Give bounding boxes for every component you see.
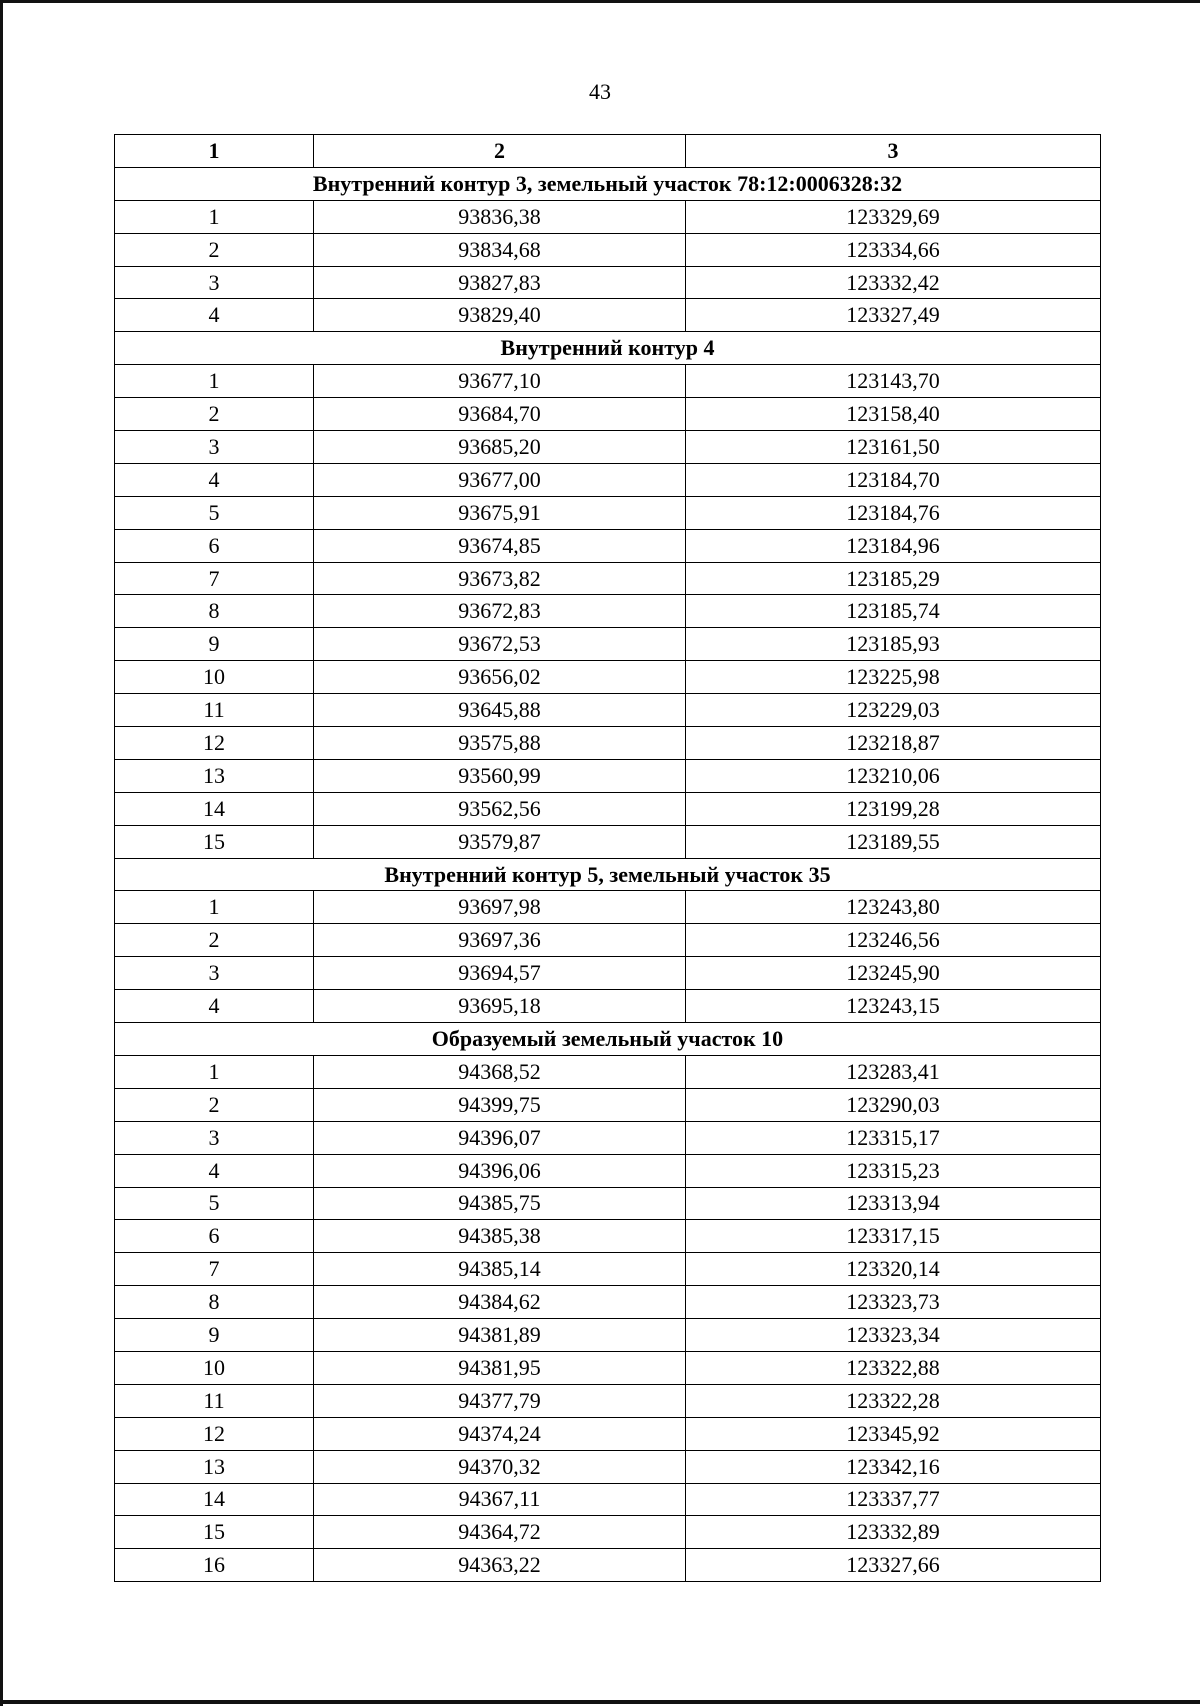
y-coordinate-cell: 123184,70 — [686, 463, 1101, 496]
table-row — [115, 266, 1101, 299]
point-number-cell: 9 — [115, 628, 314, 661]
section-title: Внутренний контур 3, земельный участок 78:12:0006328:32 — [115, 167, 1101, 200]
x-coordinate-cell: 93697,98 — [314, 891, 686, 924]
x-coordinate-cell: 94377,79 — [314, 1384, 686, 1417]
y-coordinate-cell: 123337,77 — [686, 1483, 1101, 1516]
header-cell-y: 3 — [686, 135, 1101, 168]
table-row — [115, 891, 1101, 924]
point-number-cell: 15 — [115, 1516, 314, 1549]
point-number-cell: 5 — [115, 1187, 314, 1220]
table-row — [115, 496, 1101, 529]
x-coordinate-cell: 93685,20 — [314, 431, 686, 464]
point-number-cell: 4 — [115, 299, 314, 332]
y-coordinate-cell: 123329,69 — [686, 200, 1101, 233]
x-coordinate-cell: 93672,53 — [314, 628, 686, 661]
y-coordinate-cell: 123283,41 — [686, 1055, 1101, 1088]
section-title: Образуемый земельный участок 10 — [115, 1023, 1101, 1056]
table-row — [115, 365, 1101, 398]
point-number-cell: 4 — [115, 463, 314, 496]
table-row — [115, 1549, 1101, 1582]
table-row — [115, 1121, 1101, 1154]
y-coordinate-cell: 123158,40 — [686, 398, 1101, 431]
y-coordinate-cell: 123218,87 — [686, 727, 1101, 760]
table-row — [115, 759, 1101, 792]
table-row — [115, 1055, 1101, 1088]
y-coordinate-cell: 123210,06 — [686, 759, 1101, 792]
scan-edge-left — [0, 0, 3, 1706]
x-coordinate-cell: 93560,99 — [314, 759, 686, 792]
y-coordinate-cell: 123342,16 — [686, 1450, 1101, 1483]
y-coordinate-cell: 123245,90 — [686, 957, 1101, 990]
y-coordinate-cell: 123322,88 — [686, 1351, 1101, 1384]
y-coordinate-cell: 123225,98 — [686, 661, 1101, 694]
point-number-cell: 6 — [115, 529, 314, 562]
y-coordinate-cell: 123334,66 — [686, 233, 1101, 266]
x-coordinate-cell: 94370,32 — [314, 1450, 686, 1483]
y-coordinate-cell: 123161,50 — [686, 431, 1101, 464]
y-coordinate-cell: 123315,23 — [686, 1154, 1101, 1187]
point-number-cell: 12 — [115, 727, 314, 760]
x-coordinate-cell: 94374,24 — [314, 1417, 686, 1450]
point-number-cell: 3 — [115, 957, 314, 990]
table-row — [115, 1384, 1101, 1417]
table-row — [115, 1253, 1101, 1286]
y-coordinate-cell: 123243,80 — [686, 891, 1101, 924]
y-coordinate-cell: 123143,70 — [686, 365, 1101, 398]
x-coordinate-cell: 94367,11 — [314, 1483, 686, 1516]
y-coordinate-cell: 123323,73 — [686, 1286, 1101, 1319]
y-coordinate-cell: 123185,29 — [686, 562, 1101, 595]
table-row — [115, 1319, 1101, 1352]
x-coordinate-cell: 94385,75 — [314, 1187, 686, 1220]
scan-edge-top — [0, 0, 1200, 3]
table-row — [115, 1483, 1101, 1516]
y-coordinate-cell: 123185,74 — [686, 595, 1101, 628]
x-coordinate-cell: 94363,22 — [314, 1549, 686, 1582]
x-coordinate-cell: 93673,82 — [314, 562, 686, 595]
table-row — [115, 1450, 1101, 1483]
point-number-cell: 10 — [115, 661, 314, 694]
table-row — [115, 1187, 1101, 1220]
table-row — [115, 1220, 1101, 1253]
y-coordinate-cell: 123185,93 — [686, 628, 1101, 661]
point-number-cell: 5 — [115, 496, 314, 529]
y-coordinate-cell: 123199,28 — [686, 792, 1101, 825]
x-coordinate-cell: 93562,56 — [314, 792, 686, 825]
y-coordinate-cell: 123327,49 — [686, 299, 1101, 332]
y-coordinate-cell: 123189,55 — [686, 825, 1101, 858]
table-row — [115, 233, 1101, 266]
table-row — [115, 792, 1101, 825]
point-number-cell: 8 — [115, 1286, 314, 1319]
table-row — [115, 398, 1101, 431]
table-row — [115, 595, 1101, 628]
table-row — [115, 431, 1101, 464]
table-row — [115, 825, 1101, 858]
header-cell-point: 1 — [115, 135, 314, 168]
y-coordinate-cell: 123243,15 — [686, 990, 1101, 1023]
table-row — [115, 1088, 1101, 1121]
table-row — [115, 1417, 1101, 1450]
x-coordinate-cell: 94396,06 — [314, 1154, 686, 1187]
x-coordinate-cell: 93677,10 — [314, 365, 686, 398]
table-row — [115, 727, 1101, 760]
point-number-cell: 14 — [115, 792, 314, 825]
table-row — [115, 200, 1101, 233]
y-coordinate-cell: 123345,92 — [686, 1417, 1101, 1450]
x-coordinate-cell: 93656,02 — [314, 661, 686, 694]
x-coordinate-cell: 93684,70 — [314, 398, 686, 431]
x-coordinate-cell: 93575,88 — [314, 727, 686, 760]
header-cell-x: 2 — [314, 135, 686, 168]
table-row — [115, 990, 1101, 1023]
point-number-cell: 7 — [115, 562, 314, 595]
page-number: 43 — [589, 79, 611, 104]
y-coordinate-cell: 123184,76 — [686, 496, 1101, 529]
x-coordinate-cell: 94385,38 — [314, 1220, 686, 1253]
x-coordinate-cell: 94381,89 — [314, 1319, 686, 1352]
scan-edge-bottom — [0, 1700, 1200, 1704]
point-number-cell: 14 — [115, 1483, 314, 1516]
y-coordinate-cell: 123246,56 — [686, 924, 1101, 957]
x-coordinate-cell: 93827,83 — [314, 266, 686, 299]
table-row — [115, 1286, 1101, 1319]
x-coordinate-cell: 93694,57 — [314, 957, 686, 990]
y-coordinate-cell: 123327,66 — [686, 1549, 1101, 1582]
x-coordinate-cell: 93834,68 — [314, 233, 686, 266]
table-row — [115, 1351, 1101, 1384]
x-coordinate-cell: 93697,36 — [314, 924, 686, 957]
section-title: Внутренний контур 4 — [115, 332, 1101, 365]
y-coordinate-cell: 123323,34 — [686, 1319, 1101, 1352]
point-number-cell: 2 — [115, 398, 314, 431]
point-number-cell: 1 — [115, 365, 314, 398]
point-number-cell: 4 — [115, 990, 314, 1023]
y-coordinate-cell: 123184,96 — [686, 529, 1101, 562]
point-number-cell: 1 — [115, 891, 314, 924]
x-coordinate-cell: 93695,18 — [314, 990, 686, 1023]
y-coordinate-cell: 123315,17 — [686, 1121, 1101, 1154]
table-row — [115, 463, 1101, 496]
point-number-cell: 16 — [115, 1549, 314, 1582]
point-number-cell: 2 — [115, 233, 314, 266]
point-number-cell: 10 — [115, 1351, 314, 1384]
table-row — [115, 628, 1101, 661]
point-number-cell: 1 — [115, 200, 314, 233]
point-number-cell: 3 — [115, 266, 314, 299]
x-coordinate-cell: 93672,83 — [314, 595, 686, 628]
x-coordinate-cell: 93674,85 — [314, 529, 686, 562]
section-title-row — [115, 1023, 1101, 1056]
x-coordinate-cell: 93677,00 — [314, 463, 686, 496]
point-number-cell: 9 — [115, 1319, 314, 1352]
x-coordinate-cell: 93829,40 — [314, 299, 686, 332]
point-number-cell: 1 — [115, 1055, 314, 1088]
section-title-row — [115, 167, 1101, 200]
table-row — [115, 924, 1101, 957]
coordinates-table-body — [115, 135, 1101, 1582]
point-number-cell: 4 — [115, 1154, 314, 1187]
x-coordinate-cell: 93645,88 — [314, 694, 686, 727]
point-number-cell: 13 — [115, 759, 314, 792]
x-coordinate-cell: 94399,75 — [314, 1088, 686, 1121]
y-coordinate-cell: 123313,94 — [686, 1187, 1101, 1220]
x-coordinate-cell: 94364,72 — [314, 1516, 686, 1549]
table-row — [115, 694, 1101, 727]
x-coordinate-cell: 93675,91 — [314, 496, 686, 529]
x-coordinate-cell: 93836,38 — [314, 200, 686, 233]
table-row — [115, 562, 1101, 595]
section-title-row — [115, 332, 1101, 365]
section-title-row — [115, 858, 1101, 891]
table-row — [115, 957, 1101, 990]
point-number-cell: 2 — [115, 1088, 314, 1121]
x-coordinate-cell: 94385,14 — [314, 1253, 686, 1286]
y-coordinate-cell: 123332,89 — [686, 1516, 1101, 1549]
point-number-cell: 12 — [115, 1417, 314, 1450]
table-row — [115, 529, 1101, 562]
x-coordinate-cell: 94384,62 — [314, 1286, 686, 1319]
y-coordinate-cell: 123320,14 — [686, 1253, 1101, 1286]
point-number-cell: 8 — [115, 595, 314, 628]
x-coordinate-cell: 94396,07 — [314, 1121, 686, 1154]
x-coordinate-cell: 93579,87 — [314, 825, 686, 858]
point-number-cell: 2 — [115, 924, 314, 957]
y-coordinate-cell: 123322,28 — [686, 1384, 1101, 1417]
table-row — [115, 1154, 1101, 1187]
x-coordinate-cell: 94381,95 — [314, 1351, 686, 1384]
point-number-cell: 13 — [115, 1450, 314, 1483]
point-number-cell: 7 — [115, 1253, 314, 1286]
point-number-cell: 15 — [115, 825, 314, 858]
y-coordinate-cell: 123317,15 — [686, 1220, 1101, 1253]
point-number-cell: 3 — [115, 431, 314, 464]
point-number-cell: 3 — [115, 1121, 314, 1154]
table-row — [115, 299, 1101, 332]
x-coordinate-cell: 94368,52 — [314, 1055, 686, 1088]
coordinates-table — [114, 134, 1101, 1582]
table-header-row — [115, 135, 1101, 168]
y-coordinate-cell: 123332,42 — [686, 266, 1101, 299]
table-row — [115, 1516, 1101, 1549]
y-coordinate-cell: 123290,03 — [686, 1088, 1101, 1121]
point-number-cell: 6 — [115, 1220, 314, 1253]
point-number-cell: 11 — [115, 694, 314, 727]
point-number-cell: 11 — [115, 1384, 314, 1417]
table-row — [115, 661, 1101, 694]
y-coordinate-cell: 123229,03 — [686, 694, 1101, 727]
section-title: Внутренний контур 5, земельный участок 35 — [115, 858, 1101, 891]
